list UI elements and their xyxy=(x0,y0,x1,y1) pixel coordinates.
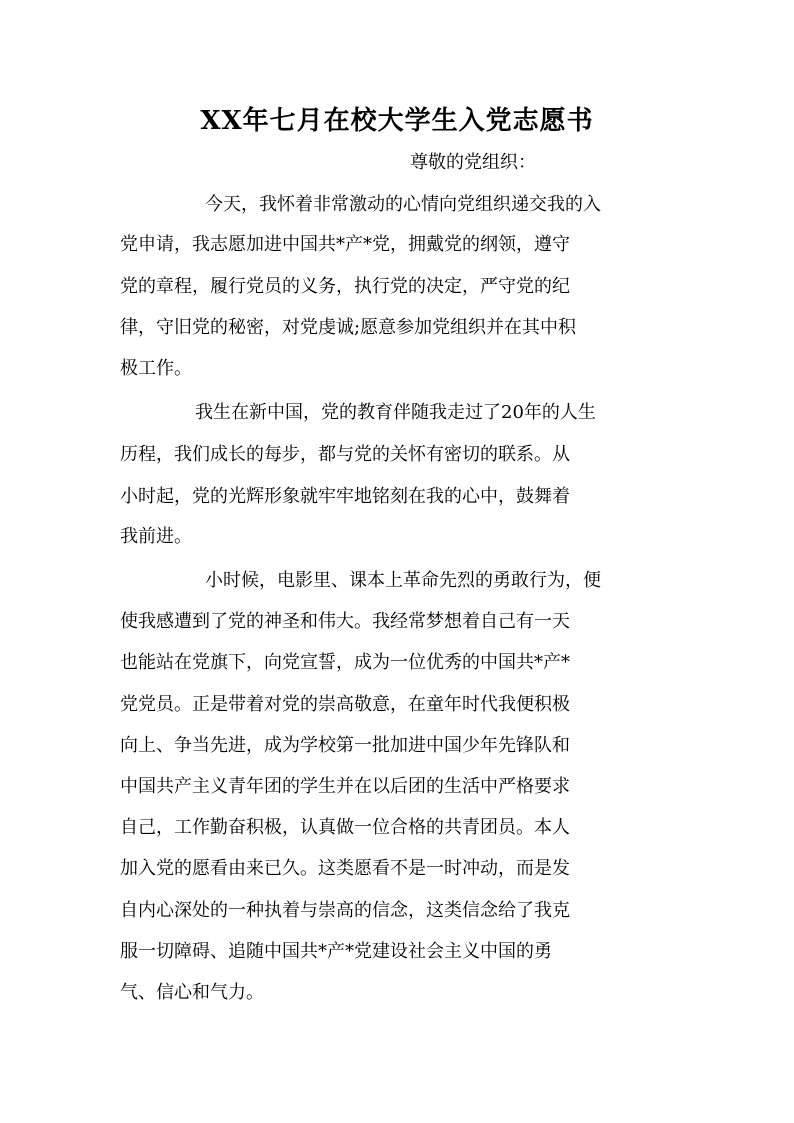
paragraph-1-line-4: 律，守旧党的秘密，对党虔诚;愿意参加党组织并在其中积 xyxy=(120,317,577,338)
paragraph-3-line-5: 向上、争当先进，成为学校第一批加进中国少年先锋队和 xyxy=(120,735,570,756)
paragraph-1-line-5: 极工作。 xyxy=(120,358,192,379)
paragraph-3-line-11: 气、信心和气力。 xyxy=(120,982,264,1003)
paragraph-3-line-7: 自己，工作勤奋积极，认真做一位合格的共青团员。本人 xyxy=(120,817,570,838)
salutation: 尊敬的党组织： xyxy=(410,152,536,173)
paragraph-3-line-6: 中国共产主义青年团的学生并在以后团的生活中严格要求 xyxy=(120,776,570,797)
paragraph-2-line-3: 小时起，党的光辉形象就牢牢地铭刻在我的心中，鼓舞着 xyxy=(120,486,570,507)
paragraph-2-line-4: 我前进。 xyxy=(120,526,192,547)
paragraph-1-line-3: 党的章程，履行党员的义务，执行党的决定，严守党的纪 xyxy=(120,276,570,297)
paragraph-3-line-8: 加入党的愿看由来已久。这类愿看不是一时冲动，而是发 xyxy=(120,858,570,879)
paragraph-3-line-9: 自内心深处的一种执着与崇高的信念，这类信念给了我克 xyxy=(120,900,570,921)
paragraph-1-line-2: 党申请，我志愿加进中国共*产*党，拥戴党的纲领，遵守 xyxy=(120,234,570,255)
paragraph-3-line-4: 党党员。正是带着对党的崇高敬意，在童年时代我便积极 xyxy=(120,694,570,715)
paragraph-3-line-3: 也能站在党旗下，向党宣誓，成为一位优秀的中国共*产* xyxy=(120,652,570,673)
paragraph-1-line-1: 今天，我怀着非常激动的心情向党组织递交我的入 xyxy=(205,194,601,215)
page-title: XX年七月在校大学生入党志愿书 xyxy=(200,106,594,136)
paragraph-3-line-10: 服一切障碍、追随中国共*产*党建设社会主义中国的勇 xyxy=(120,941,552,962)
paragraph-3-line-2: 使我感遭到了党的神圣和伟大。我经常梦想着自己有一天 xyxy=(120,611,570,632)
paragraph-3-line-1: 小时候，电影里、课本上革命先烈的勇敢行为，便 xyxy=(205,570,601,591)
paragraph-2-line-1: 我生在新中国，党的教育伴随我走过了20年的人生 xyxy=(195,402,596,423)
paragraph-2-line-2: 历程，我们成长的每步，都与党的关怀有密切的联系。从 xyxy=(120,444,570,465)
